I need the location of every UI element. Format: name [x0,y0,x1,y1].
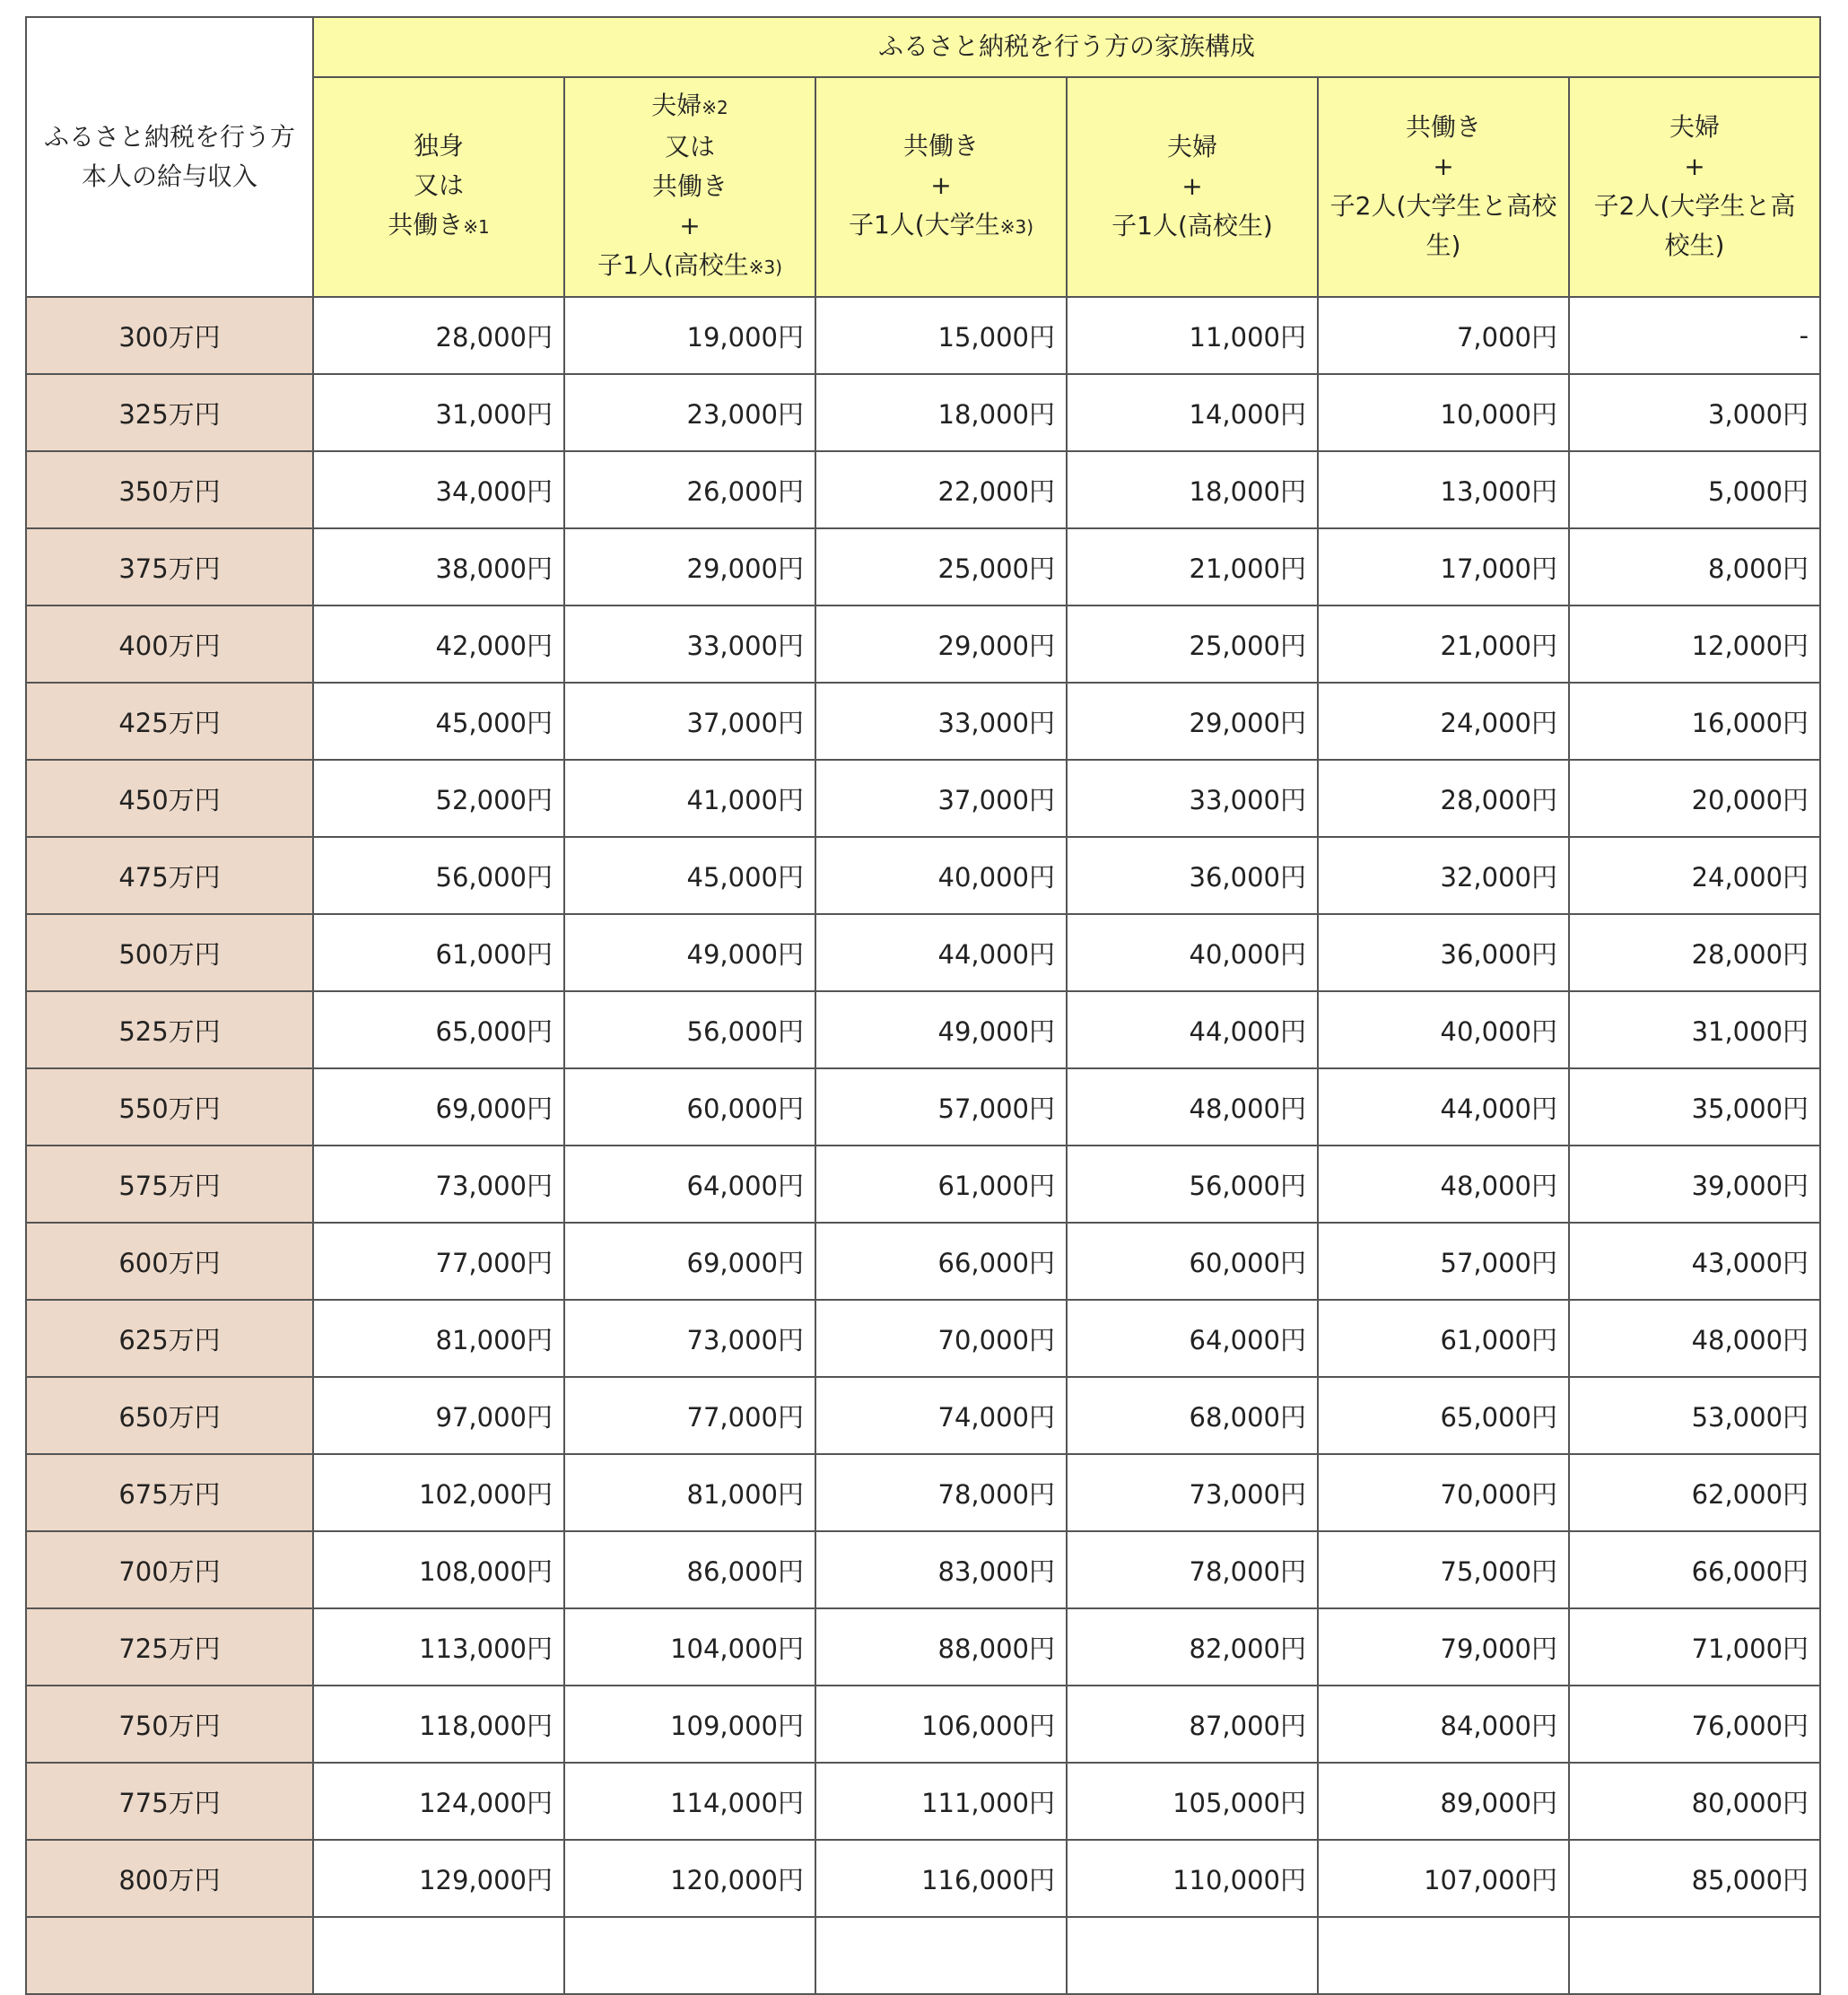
limit-value-cell: 84,000円 [1318,1686,1569,1763]
limit-value-cell: 44,000円 [1067,991,1318,1068]
limit-value-cell: 18,000円 [1067,451,1318,528]
limit-value-cell: 97,000円 [313,1377,564,1454]
limit-value-cell: 52,000円 [313,760,564,837]
limit-value-cell: 28,000円 [313,297,564,374]
limit-value-cell: 8,000円 [1569,528,1820,605]
limit-value-cell: 81,000円 [313,1300,564,1377]
limit-value-cell: 85,000円 [1569,1840,1820,1917]
income-cell: 600万円 [26,1223,313,1300]
column-header-line: 共働き [1405,112,1481,143]
limit-value-cell: 57,000円 [1318,1223,1569,1300]
table-row [26,1763,1820,1840]
limit-value-cell: 77,000円 [313,1223,564,1300]
column-header-line: 夫婦 [1669,112,1721,143]
limit-value-cell: 7,000円 [1318,297,1569,374]
limit-value-cell: 61,000円 [815,1146,1067,1223]
column-header-line: 又は [664,132,715,162]
limit-value-cell: 3,000円 [1569,374,1820,451]
limit-value-cell: 86,000円 [564,1531,815,1608]
column-header-line: 共働き [651,171,728,202]
income-cell: 375万円 [26,528,313,605]
limit-value-cell: 29,000円 [815,605,1067,683]
limit-value-cell: 68,000円 [1067,1377,1318,1454]
limit-value-cell: 16,000円 [1569,683,1820,760]
limit-value-cell: 45,000円 [564,837,815,914]
income-cell: 675万円 [26,1454,313,1531]
limit-value-cell: 36,000円 [1318,914,1569,991]
income-cell: 300万円 [26,297,313,374]
limit-value-cell: 36,000円 [1067,837,1318,914]
footnote-marker: ※2 [702,97,728,119]
limit-value-cell: 17,000円 [1318,528,1569,605]
limit-value-cell: 71,000円 [1569,1608,1820,1686]
table-row [26,297,1820,374]
column-header-dual-income-college [815,77,1067,297]
limit-value-cell: 28,000円 [1318,760,1569,837]
limit-value-cell: 41,000円 [564,760,815,837]
limit-value-cell: 104,000円 [564,1608,815,1686]
limit-value-cell: 116,000円 [815,1840,1067,1917]
column-header-line: 子2人(大学生と高校 [1329,191,1557,222]
limit-value-cell: 56,000円 [564,991,815,1068]
limit-value-cell: 18,000円 [815,374,1067,451]
limit-value-cell: 69,000円 [564,1223,815,1300]
limit-value-cell: 87,000円 [1067,1686,1318,1763]
income-cell: 550万円 [26,1068,313,1146]
limit-value-cell: 70,000円 [815,1300,1067,1377]
limit-value-cell [1067,1917,1318,1994]
limit-value-cell: 61,000円 [313,914,564,991]
limit-value-cell: 31,000円 [313,374,564,451]
limit-value-cell: 33,000円 [815,683,1067,760]
limit-value-cell [1318,1917,1569,1994]
table-row [26,837,1820,914]
donation-limit-table-container [25,16,1819,1995]
column-header-line: + [1684,152,1705,182]
limit-value-cell: 22,000円 [815,451,1067,528]
column-header-line: + [930,170,952,201]
header-row-group [26,17,1820,77]
limit-value-cell: 111,000円 [815,1763,1067,1840]
limit-value-cell: 12,000円 [1569,605,1820,683]
column-header-line: 独身 [413,131,464,161]
limit-value-cell: 15,000円 [815,297,1067,374]
limit-value-cell: 114,000円 [564,1763,815,1840]
income-header-line-1: ふるさと納税を行う方 [43,122,295,152]
limit-value-cell: 76,000円 [1569,1686,1820,1763]
limit-value-cell: 57,000円 [815,1068,1067,1146]
income-cell: 325万円 [26,374,313,451]
limit-value-cell: 110,000円 [1067,1840,1318,1917]
limit-value-cell: 81,000円 [564,1454,815,1531]
family-composition-group-header: ふるさと納税を行う方の家族構成 [313,17,1820,77]
limit-value-cell [1569,1917,1820,1994]
limit-value-cell: 108,000円 [313,1531,564,1608]
table-row [26,374,1820,451]
limit-value-cell: 113,000円 [313,1608,564,1686]
limit-value-cell: 44,000円 [815,914,1067,991]
limit-value-cell: 78,000円 [815,1454,1067,1531]
footnote-marker: ※3) [999,216,1034,239]
column-header-couple [564,77,815,297]
column-header-line: 共働き [902,131,979,161]
table-body [26,297,1820,1994]
limit-value-cell: 109,000円 [564,1686,815,1763]
income-cell: 750万円 [26,1686,313,1763]
limit-value-cell: 70,000円 [1318,1454,1569,1531]
limit-value-cell: 48,000円 [1067,1068,1318,1146]
income-cell: 475万円 [26,837,313,914]
limit-value-cell: 28,000円 [1569,914,1820,991]
income-header-line-2: 本人の給与収入 [81,161,257,191]
column-header-line: + [1433,152,1454,182]
limit-value-cell: - [1569,297,1820,374]
column-header-line: 子2人(大学生と高 [1593,191,1796,222]
limit-value-cell: 107,000円 [1318,1840,1569,1917]
limit-value-cell: 129,000円 [313,1840,564,1917]
column-header-line: 子1人(高校生※3) [597,250,783,281]
column-header-line: 子1人(大学生※3) [848,210,1034,240]
table-row [26,1300,1820,1377]
limit-value-cell: 74,000円 [815,1377,1067,1454]
limit-value-cell: 49,000円 [564,914,815,991]
limit-value-cell: 102,000円 [313,1454,564,1531]
income-cell: 800万円 [26,1840,313,1917]
limit-value-cell: 80,000円 [1569,1763,1820,1840]
table-row [26,914,1820,991]
table-header [26,17,1820,297]
limit-value-cell: 78,000円 [1067,1531,1318,1608]
income-cell: 400万円 [26,605,313,683]
income-cell: 350万円 [26,451,313,528]
limit-value-cell: 43,000円 [1569,1223,1820,1300]
table-row [26,605,1820,683]
income-cell: 650万円 [26,1377,313,1454]
limit-value-cell: 75,000円 [1318,1531,1569,1608]
limit-value-cell: 31,000円 [1569,991,1820,1068]
column-header-line: + [679,211,701,241]
limit-value-cell: 62,000円 [1569,1454,1820,1531]
donation-limit-table [25,16,1821,1995]
limit-value-cell: 13,000円 [1318,451,1569,528]
table-row [26,1608,1820,1686]
limit-value-cell: 14,000円 [1067,374,1318,451]
limit-value-cell: 19,000円 [564,297,815,374]
limit-value-cell: 56,000円 [313,837,564,914]
limit-value-cell: 37,000円 [564,683,815,760]
table-row [26,1531,1820,1608]
limit-value-cell: 29,000円 [1067,683,1318,760]
column-header-line: 子1人(高校生) [1111,211,1273,241]
table-row [26,991,1820,1068]
limit-value-cell: 37,000円 [815,760,1067,837]
limit-value-cell [815,1917,1067,1994]
column-header-line: + [1181,171,1203,202]
limit-value-cell: 64,000円 [564,1146,815,1223]
column-header-line: 校生) [1664,231,1725,261]
limit-value-cell: 83,000円 [815,1531,1067,1608]
limit-value-cell: 61,000円 [1318,1300,1569,1377]
limit-value-cell: 66,000円 [1569,1531,1820,1608]
limit-value-cell: 21,000円 [1067,528,1318,605]
limit-value-cell: 24,000円 [1318,683,1569,760]
limit-value-cell: 11,000円 [1067,297,1318,374]
limit-value-cell [564,1917,815,1994]
limit-value-cell: 118,000円 [313,1686,564,1763]
limit-value-cell: 35,000円 [1569,1068,1820,1146]
income-cell: 525万円 [26,991,313,1068]
limit-value-cell: 73,000円 [564,1300,815,1377]
limit-value-cell: 105,000円 [1067,1763,1318,1840]
limit-value-cell: 33,000円 [1067,760,1318,837]
column-header-line: 生) [1425,231,1461,261]
limit-value-cell: 44,000円 [1318,1068,1569,1146]
limit-value-cell: 10,000円 [1318,374,1569,451]
income-cell: 500万円 [26,914,313,991]
limit-value-cell: 65,000円 [313,991,564,1068]
limit-value-cell: 73,000円 [313,1146,564,1223]
limit-value-cell: 21,000円 [1318,605,1569,683]
table-row [26,1454,1820,1531]
income-cell: 450万円 [26,760,313,837]
limit-value-cell: 124,000円 [313,1763,564,1840]
limit-value-cell: 20,000円 [1569,760,1820,837]
table-row [26,1146,1820,1223]
limit-value-cell: 25,000円 [1067,605,1318,683]
limit-value-cell: 60,000円 [1067,1223,1318,1300]
table-row [26,1068,1820,1146]
table-row [26,451,1820,528]
column-header-line: 夫婦※2 [651,91,728,121]
limit-value-cell: 69,000円 [313,1068,564,1146]
limit-value-cell: 33,000円 [564,605,815,683]
limit-value-cell: 73,000円 [1067,1454,1318,1531]
limit-value-cell: 48,000円 [1569,1300,1820,1377]
column-header-couple-highschool [1067,77,1318,297]
income-cell: 575万円 [26,1146,313,1223]
limit-value-cell: 106,000円 [815,1686,1067,1763]
limit-value-cell: 32,000円 [1318,837,1569,914]
column-header-line: 共働き※1 [388,210,490,240]
limit-value-cell: 89,000円 [1318,1763,1569,1840]
limit-value-cell: 34,000円 [313,451,564,528]
limit-value-cell: 26,000円 [564,451,815,528]
limit-value-cell: 38,000円 [313,528,564,605]
limit-value-cell: 49,000円 [815,991,1067,1068]
table-row [26,1686,1820,1763]
limit-value-cell: 64,000円 [1067,1300,1318,1377]
limit-value-cell: 79,000円 [1318,1608,1569,1686]
table-row [26,760,1820,837]
column-header-single [313,77,564,297]
table-row [26,528,1820,605]
income-cell [26,1917,313,1994]
limit-value-cell: 42,000円 [313,605,564,683]
footnote-marker: ※3) [748,257,783,279]
table-row [26,1377,1820,1454]
limit-value-cell: 60,000円 [564,1068,815,1146]
limit-value-cell [313,1917,564,1994]
limit-value-cell: 40,000円 [1318,991,1569,1068]
column-header-line: 又は [413,170,464,201]
table-row [26,1917,1820,1994]
income-cell: 775万円 [26,1763,313,1840]
limit-value-cell: 39,000円 [1569,1146,1820,1223]
column-header-dual-income-two-children [1318,77,1569,297]
limit-value-cell: 77,000円 [564,1377,815,1454]
limit-value-cell: 40,000円 [815,837,1067,914]
footnote-marker: ※1 [463,216,490,239]
income-column-header [26,17,313,297]
income-cell: 700万円 [26,1531,313,1608]
income-cell: 425万円 [26,683,313,760]
limit-value-cell: 5,000円 [1569,451,1820,528]
limit-value-cell: 88,000円 [815,1608,1067,1686]
column-header-line: 夫婦 [1166,132,1217,162]
column-header-couple-two-children [1569,77,1820,297]
table-row [26,683,1820,760]
limit-value-cell: 120,000円 [564,1840,815,1917]
table-row [26,1223,1820,1300]
income-cell: 625万円 [26,1300,313,1377]
limit-value-cell: 40,000円 [1067,914,1318,991]
limit-value-cell: 25,000円 [815,528,1067,605]
limit-value-cell: 48,000円 [1318,1146,1569,1223]
limit-value-cell: 82,000円 [1067,1608,1318,1686]
limit-value-cell: 45,000円 [313,683,564,760]
limit-value-cell: 23,000円 [564,374,815,451]
table-row [26,1840,1820,1917]
limit-value-cell: 65,000円 [1318,1377,1569,1454]
limit-value-cell: 24,000円 [1569,837,1820,914]
limit-value-cell: 56,000円 [1067,1146,1318,1223]
limit-value-cell: 29,000円 [564,528,815,605]
income-cell: 725万円 [26,1608,313,1686]
limit-value-cell: 53,000円 [1569,1377,1820,1454]
limit-value-cell: 66,000円 [815,1223,1067,1300]
